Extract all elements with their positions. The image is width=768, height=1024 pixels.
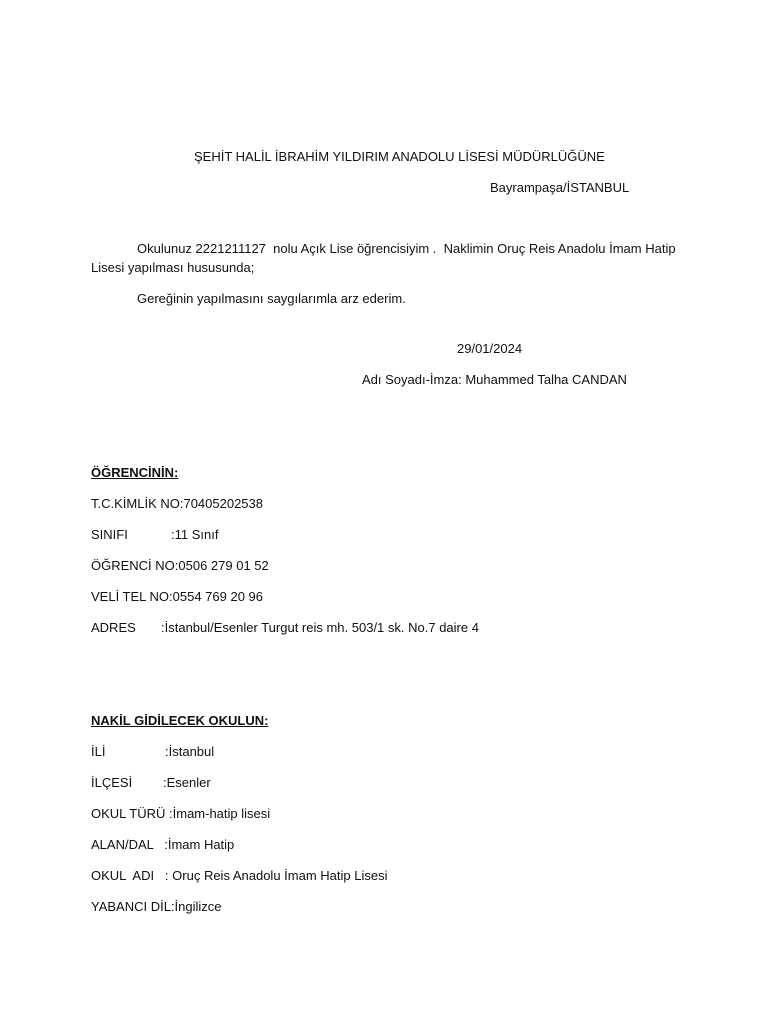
body-paragraph-1-line-1: Okulunuz 2221211127 nolu Açık Lise öğrencisiyim . Naklimin Oruç Reis Anadolu İmam Hatip (137, 241, 676, 256)
student-heading: ÖĞRENCİNİN: (91, 465, 179, 480)
transfer-field: ALAN/DAL :İmam Hatip (91, 837, 235, 852)
transfer-heading: NAKİL GİDİLECEK OKULUN: (91, 713, 269, 728)
student-class-value: :11 Sınıf (171, 527, 219, 542)
body-paragraph-1-line-2: Lisesi yapılması hususunda; (91, 260, 255, 275)
transfer-city-value: :İstanbul (165, 744, 215, 759)
student-tc-number: T.C.KİMLİK NO:70405202538 (91, 496, 263, 511)
student-address-label: ADRES (91, 620, 136, 635)
parent-phone: VELİ TEL NO:0554 769 20 96 (91, 589, 264, 604)
transfer-school-name: OKUL ADI : Oruç Reis Anadolu İmam Hatip Lisesi (91, 868, 388, 883)
transfer-district-label: İLÇESİ (91, 775, 133, 790)
student-number: ÖĞRENCİ NO:0506 279 01 52 (91, 558, 269, 573)
body-paragraph-2: Gereğinin yapılmasını saygılarımla arz ederim. (137, 291, 406, 306)
student-class-label: SINIFI (91, 527, 128, 542)
transfer-foreign-language: YABANCI DİL:İngilizce (91, 899, 222, 914)
transfer-district-value: :Esenler (163, 775, 211, 790)
document-title: ŞEHİT HALİL İBRAHİM YILDIRIM ANADOLU LİSESİ MÜDÜRLÜĞÜNE (194, 149, 605, 164)
signature-name: Adı Soyadı-İmza: Muhammed Talha CANDAN (362, 372, 627, 387)
document-location: Bayrampaşa/İSTANBUL (490, 180, 630, 195)
transfer-school-type: OKUL TÜRÜ :İmam-hatip lisesi (91, 806, 271, 821)
transfer-city-label: İLİ (91, 744, 106, 759)
signature-date: 29/01/2024 (457, 341, 523, 356)
student-address-value: :İstanbul/Esenler Turgut reis mh. 503/1 sk. No.7 daire 4 (161, 620, 479, 635)
